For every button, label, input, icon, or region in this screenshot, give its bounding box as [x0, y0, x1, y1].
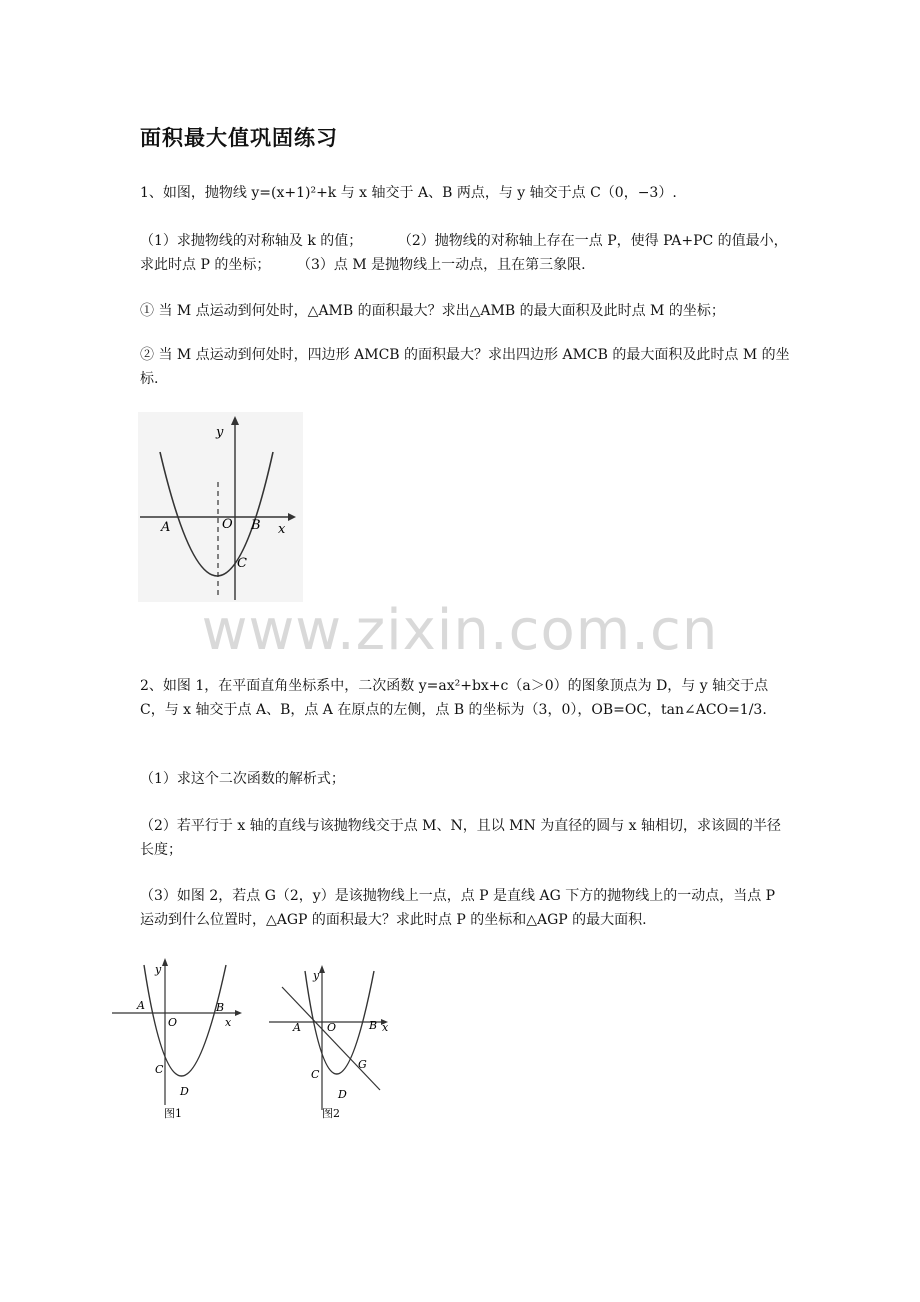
q2-stem: 2、如图 1，在平面直角坐标系中，二次函数 y=ax²+bx+c（a＞0）的图象顶点为 D，与 y 轴交于点 C，与 x 轴交于点 A、B，点 A 在原点的左侧，点 B 的坐标为（3，0），OB=OC，tan∠ACO=1/3. [140, 678, 773, 718]
fig2-x-label: x [382, 1021, 389, 1034]
q1-parts: （1）求抛物线的对称轴及 k 的值； （2）抛物线的对称轴上存在一点 P，使得 PA+PC 的值最小，求此时点 P 的坐标； （3）点 M 是抛物线上一动点，且在第三象限. [140, 233, 788, 273]
q1-fig-O-label: O [222, 517, 233, 532]
fig1-B-label: B [216, 1001, 225, 1014]
q1-figure [138, 412, 303, 602]
q1-sub2: ② 当 M 点运动到何处时，四边形 AMCB 的面积最大？求出四边形 AMCB 的最大面积及此时点 M 的坐标. [140, 347, 790, 387]
fig1-y-label: y [155, 963, 162, 976]
q1-stem: 1、如图，抛物线 y=(x+1)²+k 与 x 轴交于 A、B 两点，与 y 轴交于点 C（0，−3）. [140, 185, 677, 201]
q1-fig-y-label: y [216, 425, 224, 440]
fig2-G-label: G [358, 1058, 367, 1071]
fig2-caption: 图2 [322, 1107, 340, 1120]
fig2-D-label: D [338, 1088, 347, 1101]
page-title: 面积最大值巩固练习 [140, 125, 338, 150]
fig2-A-label: A [293, 1021, 301, 1034]
fig2-O-label: O [327, 1021, 337, 1034]
q2-part3: （3）如图 2，若点 G（2，y）是该抛物线上一点，点 P 是直线 AG 下方的抛物线上的一动点，当点 P 运动到什么位置时，△AGP 的面积最大？求此时点 P 的坐标和△AGP 的最大面积. [140, 888, 780, 928]
fig2-B-label: B [369, 1019, 378, 1032]
watermark: www.zixin.com.cn [201, 598, 719, 663]
q1-fig-A-label: A [161, 520, 171, 535]
q1-fig-B-label: B [251, 518, 261, 533]
q2-part2: （2）若平行于 x 轴的直线与该抛物线交于点 M、N，且以 MN 为直径的圆与 x 轴相切，求该圆的半径长度； [140, 818, 782, 858]
q2-part1: （1）求这个二次函数的解析式； [140, 771, 345, 787]
fig1-x-label: x [225, 1016, 232, 1029]
fig2-C-label: C [311, 1068, 320, 1081]
q2-figure-1 [108, 955, 248, 1125]
fig1-D-label: D [180, 1085, 189, 1098]
fig1-O-label: O [168, 1016, 178, 1029]
fig1-C-label: C [155, 1063, 164, 1076]
q1-fig-C-label: C [237, 556, 247, 571]
q2-figure-2 [266, 965, 396, 1125]
fig1-caption: 图1 [164, 1107, 182, 1120]
q1-fig-x-label: x [278, 522, 286, 537]
fig2-y-label: y [313, 969, 320, 982]
q1-sub1: ① 当 M 点运动到何处时，△AMB 的面积最大？求出△AMB 的最大面积及此时点 M 的坐标； [140, 303, 725, 319]
fig1-A-label: A [137, 999, 145, 1012]
